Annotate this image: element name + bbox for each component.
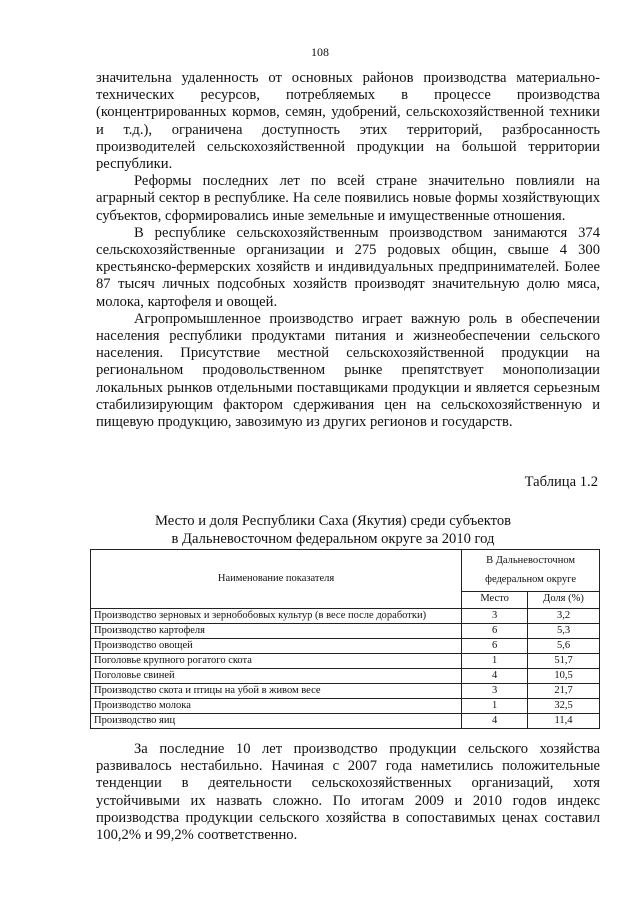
row-place: 6: [462, 639, 528, 654]
body-text-bottom: [96, 741, 600, 844]
row-share: 11,4: [528, 714, 600, 729]
row-place: 1: [462, 699, 528, 714]
row-name: Производство яиц: [91, 714, 462, 729]
col-header-group: В Дальневосточном федеральном округе: [462, 550, 600, 592]
agro-paragraph: Агропромышленное производство играет важную роль в обеспечении населения республики продуктами питания и жизнеобеспечении сельского населения. Присутствие местной сельскохозяйственной продукции на региональном продовольственном рынке препятствует монополизации локальных рынков отдельными поставщиками продукции и является серьезным стабилизирующим фактором сдерживания цен на сельскохозяйственную и пищевую продукцию, завозимую из других регионов и государств.: [96, 310, 600, 431]
table-row: [91, 714, 600, 729]
table-row: [91, 669, 600, 684]
table-row: [91, 699, 600, 714]
row-name: Производство зерновых и зернобобовых культур (в весе после доработки): [91, 609, 462, 624]
table-row: [91, 624, 600, 639]
indicator-table: [90, 549, 600, 729]
row-share: 5,3: [528, 624, 600, 639]
table-row: [91, 654, 600, 669]
row-place: 4: [462, 669, 528, 684]
row-name: Поголовье свиней: [91, 669, 462, 684]
table-row: [91, 609, 600, 624]
structure-paragraph: В республике сельскохозяйственным производством занимаются 374 сельскохозяйственные организации и 275 родовых общин, свыше 4 300 крестьянско-фермерских хозяйств и индивидуальных предпринимателей. Более 87 тысяч личных подсобных хозяйств производят значительную долю мяса, молока, картофеля и овощей.: [96, 224, 600, 310]
row-place: 1: [462, 654, 528, 669]
row-share: 32,5: [528, 699, 600, 714]
row-place: 3: [462, 609, 528, 624]
table-row: [91, 639, 600, 654]
table-caption: Таблица 1.2: [524, 474, 598, 490]
col-header-share: Доля (%): [528, 591, 600, 608]
row-name: Производство овощей: [91, 639, 462, 654]
col-header-name: Наименование показателя: [91, 550, 462, 609]
row-place: 4: [462, 714, 528, 729]
table-row: [91, 684, 600, 699]
row-name: Производство молока: [91, 699, 462, 714]
dynamics-paragraph: За последние 10 лет производство продукции сельского хозяйства развивалось нестабильно. Начиная с 2007 года наметились положительные тенденции в деятельности сельскохозяйственных организаций, хотя устойчивыми их назвать сложно. По итогам 2009 и 2010 годов индекс производства продукции сельского хозяйства в сопоставимых ценах составил 100,2% и 99,2% соответственно.: [96, 741, 600, 844]
intro-paragraph: значительна удаленность от основных районов производства материально-технических ресурсов, потребляемых в процессе производства (концентрированных кормов, семян, удобрений, сельскохозяйственной техники и т.д.), ограничена доступность этих территорий, разбросанность производителей сельскохозяйственной продукции на большой территории республики.: [96, 70, 600, 173]
row-name: Поголовье крупного рогатого скота: [91, 654, 462, 669]
table-title-line1: Место и доля Республики Саха (Якутия) среди субъектов: [154, 513, 512, 529]
table-title: [96, 512, 640, 548]
row-share: 51,7: [528, 654, 600, 669]
row-share: 10,5: [528, 669, 600, 684]
row-place: 6: [462, 624, 528, 639]
row-place: 3: [462, 684, 528, 699]
row-share: 3,2: [528, 609, 600, 624]
row-share: 5,6: [528, 639, 600, 654]
reforms-paragraph: Реформы последних лет по всей стране значительно повлияли на аграрный сектор в республике. На селе появились новые формы хозяйствующих субъектов, сформировались иные земельные и имущественные отношения.: [96, 173, 600, 224]
row-name: Производство картофеля: [91, 624, 462, 639]
col-header-place: Место: [462, 591, 528, 608]
row-share: 21,7: [528, 684, 600, 699]
page-number: 108: [311, 45, 329, 59]
table-title-line2: в Дальневосточном федеральном округе за 2010 год: [171, 531, 495, 547]
body-text-top: [96, 70, 600, 431]
row-name: Производство скота и птицы на убой в живом весе: [91, 684, 462, 699]
